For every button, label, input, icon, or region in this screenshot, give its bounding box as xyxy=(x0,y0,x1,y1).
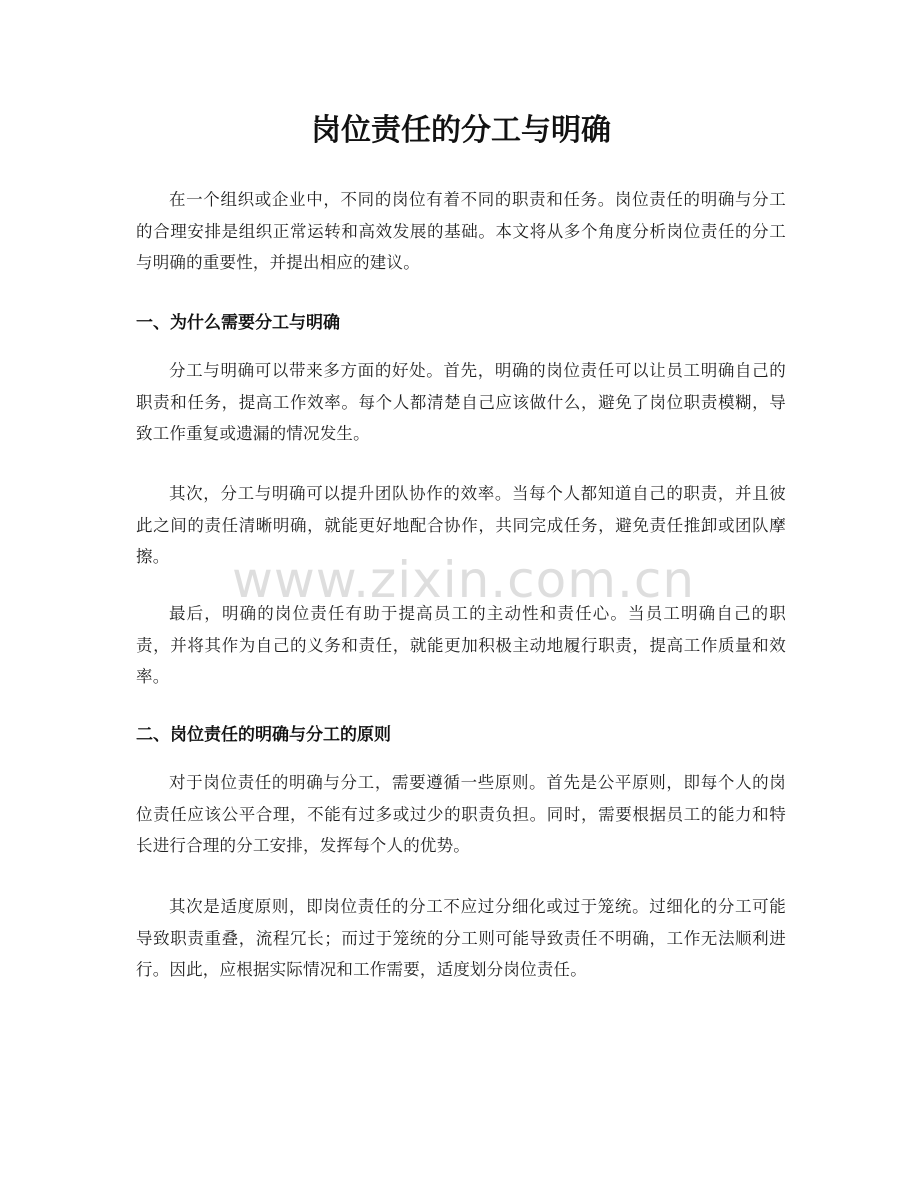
section-1-paragraph-1: 分工与明确可以带来多方面的好处。首先，明确的岗位责任可以让员工明确自己的职责和任务，提高工作效率。每个人都清楚自己应该做什么，避免了岗位职责模糊，导致工作重复或遗漏的情况发生。 xyxy=(136,361,786,443)
document-title: 岗位责任的分工与明确 xyxy=(311,113,611,148)
section-2-heading: 二、岗位责任的明确与分工的原则 xyxy=(136,725,391,745)
section-1-paragraph-3: 最后，明确的岗位责任有助于提高员工的主动性和责任心。当员工明确自己的职责，并将其作为自己的义务和责任，就能更加积极主动地履行职责，提高工作质量和效率。 xyxy=(136,604,786,686)
section-1-paragraph-2: 其次，分工与明确可以提升团队协作的效率。当每个人都知道自己的职责，并且彼此之间的责任清晰明确，就能更好地配合协作，共同完成任务，避免责任推卸或团队摩擦。 xyxy=(136,484,786,566)
section-1-heading: 一、为什么需要分工与明确 xyxy=(136,313,340,333)
section-2-paragraph-2: 其次是适度原则，即岗位责任的分工不应过分细化或过于笼统。过细化的分工可能导致职责重叠，流程冗长；而过于笼统的分工则可能导致责任不明确，工作无法顺利进行。因此，应根据实际情况和工作需要，适度划分岗位责任。 xyxy=(136,897,786,979)
intro-paragraph: 在一个组织或企业中，不同的岗位有着不同的职责和任务。岗位责任的明确与分工的合理安排是组织正常运转和高效发展的基础。本文将从多个角度分析岗位责任的分工与明确的重要性，并提出相应的建议。 xyxy=(136,190,786,272)
watermark: www.zixin.com.cn xyxy=(232,551,696,609)
section-2-paragraph-1: 对于岗位责任的明确与分工，需要遵循一些原则。首先是公平原则，即每个人的岗位责任应该公平合理，不能有过多或过少的职责负担。同时，需要根据员工的能力和特长进行合理的分工安排，发挥每个人的优势。 xyxy=(136,773,786,855)
